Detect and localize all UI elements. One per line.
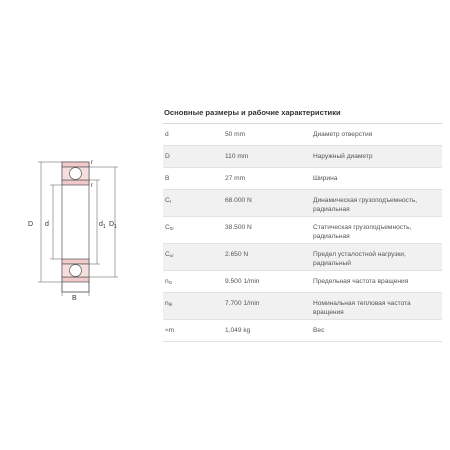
- parameter-description: Ширина: [313, 175, 338, 182]
- parameter-symbol: $n_{\theta r}$: [165, 300, 173, 307]
- parameter-symbol: D: [165, 153, 170, 160]
- parameter-symbol: $C_r$: [165, 197, 172, 204]
- parameter-value: 7.700 1/min: [225, 300, 260, 307]
- label-r-top: r: [91, 160, 93, 166]
- parameter-description: Номинальная тепловая частота вращения: [313, 300, 411, 316]
- table-row: [163, 168, 442, 190]
- table-row: [163, 146, 442, 168]
- table-row: [163, 217, 442, 244]
- table-row: [163, 190, 442, 217]
- parameter-description: Статическая грузоподъемность, радиальная: [313, 224, 412, 240]
- label-d1: $d_1$: [99, 221, 106, 230]
- ball-bottom: [70, 265, 82, 277]
- parameter-description: Диаметр отверстия: [313, 131, 373, 138]
- parameter-value: 50 mm: [225, 131, 246, 138]
- parameter-symbol: $C_{0r}$: [165, 224, 174, 231]
- table-row: [163, 271, 442, 293]
- bearing-cross-section-drawing: [18, 150, 133, 300]
- parameter-description: Предел усталостной нагрузки, радиальный: [313, 251, 406, 267]
- bearing-section-top: [62, 162, 89, 185]
- parameter-symbol: ≈m: [165, 327, 175, 334]
- parameter-value: 110 mm: [225, 153, 249, 160]
- parameter-symbol: $C_{ur}$: [165, 251, 174, 258]
- parameter-value: 68.000 N: [225, 197, 252, 204]
- parameter-value: 38.500 N: [225, 224, 252, 231]
- parameter-value: 1,049 kg: [225, 327, 251, 334]
- table-row: [163, 293, 442, 320]
- parameter-description: Динамическая грузоподъемность, радиальная: [313, 197, 418, 213]
- label-B: B: [72, 295, 77, 300]
- parameter-value: 2.650 N: [225, 251, 249, 258]
- label-r-mid: r: [91, 183, 93, 189]
- table-row: [163, 124, 442, 146]
- parameter-symbol: B: [165, 175, 170, 182]
- bearing-section-bottom: [62, 259, 89, 282]
- parameter-description: Предельная частота вращения: [313, 278, 409, 285]
- specifications-table: [163, 108, 442, 342]
- parameter-description: Наружный диаметр: [313, 153, 373, 160]
- label-D1: $D_1$: [109, 221, 117, 230]
- parameter-value: 9.500 1/min: [225, 278, 260, 285]
- table-row: [163, 320, 442, 342]
- ball-top: [70, 168, 82, 180]
- table-row: [163, 244, 442, 271]
- specifications-heading: Основные размеры и рабочие характеристики: [164, 108, 341, 117]
- parameter-value: 27 mm: [225, 175, 246, 182]
- parameter-symbol: $n_G$: [165, 278, 173, 285]
- parameter-description: Вес: [313, 327, 325, 334]
- specifications-rows: [163, 124, 442, 342]
- parameter-symbol: d: [165, 131, 169, 138]
- label-d: d: [45, 221, 49, 228]
- label-D: D: [28, 221, 34, 228]
